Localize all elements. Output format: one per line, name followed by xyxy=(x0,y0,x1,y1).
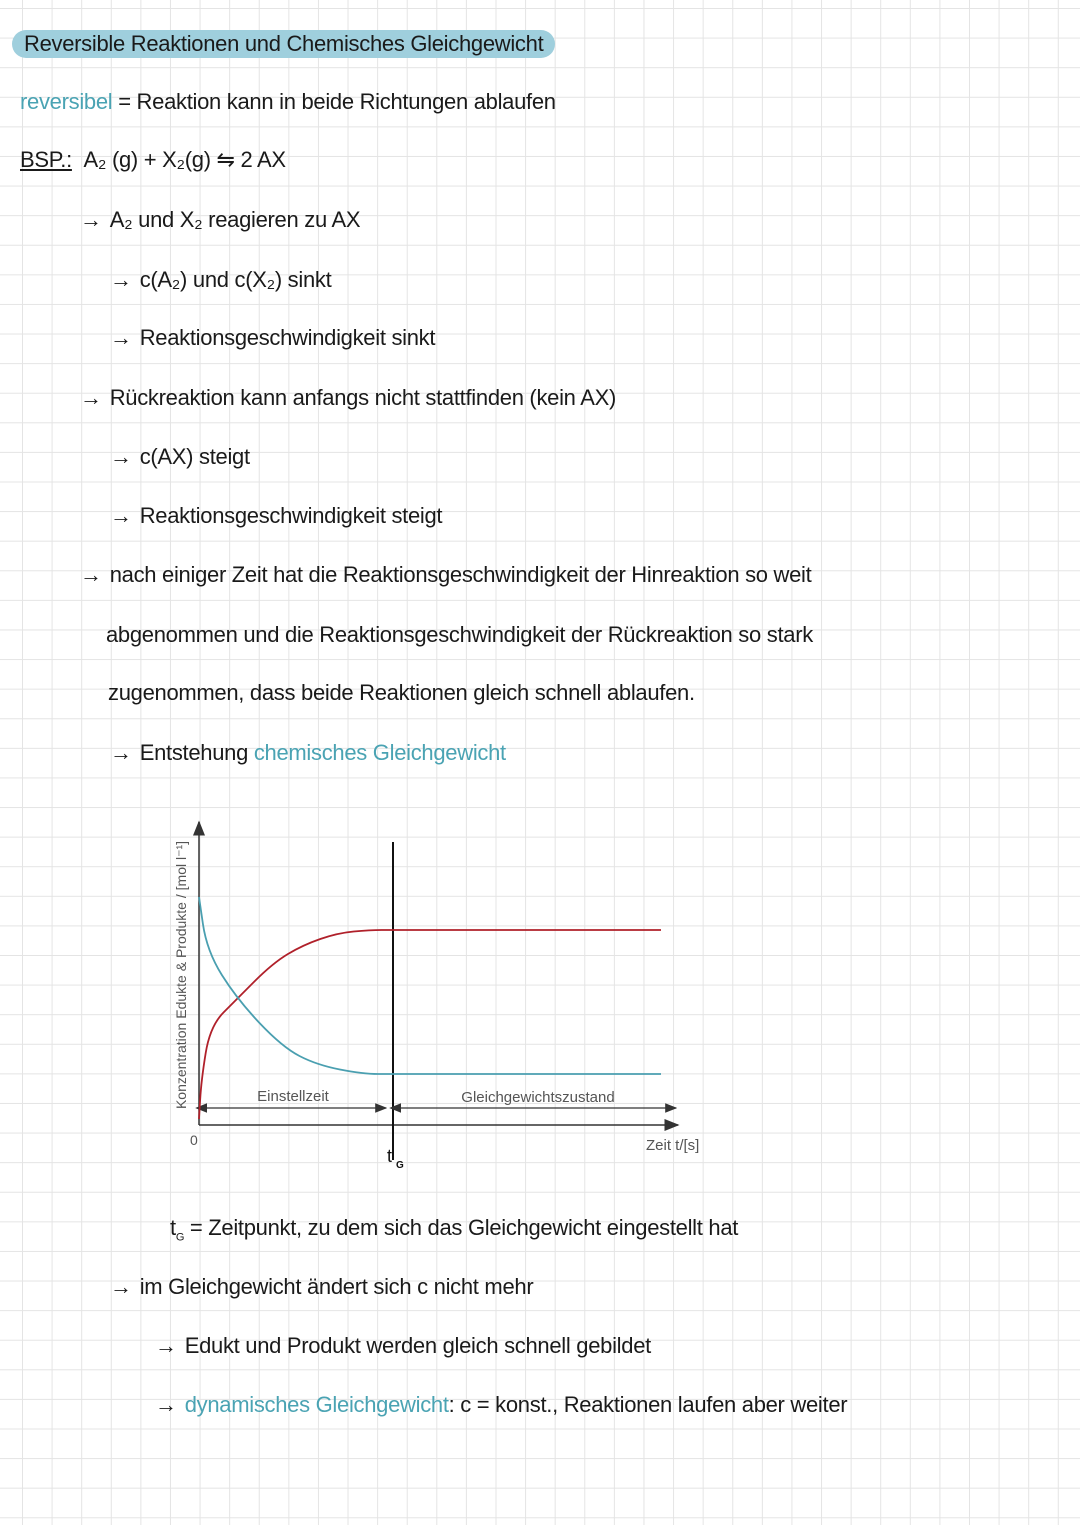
arrow-icon: → xyxy=(80,562,102,587)
dynamic-note xyxy=(155,1391,847,1419)
y-axis-label: Konzentration Edukte & Produkte / [mol l⁻¹] xyxy=(173,840,189,1110)
gleichgewichtszustand-label: Gleichgewichtszustand xyxy=(461,1089,615,1106)
note xyxy=(110,1273,533,1301)
highlight-term: chemisches Gleichgewicht xyxy=(253,740,506,765)
arrow-icon: → xyxy=(110,740,132,765)
note-text: Reaktionsgeschwindigkeit sinkt xyxy=(139,325,436,350)
tg-label: t xyxy=(387,1146,393,1166)
note-text: nach einiger Zeit hat die Reaktionsgeschwindigkeit der Hinreaktion so weit xyxy=(109,562,812,587)
note-text: im Gleichgewicht ändert sich c nicht mehr xyxy=(139,1274,534,1299)
arrow-icon: → xyxy=(110,325,132,350)
definition-term: reversibel xyxy=(20,89,113,114)
tg-definition xyxy=(170,1214,738,1251)
arrow-icon: → xyxy=(110,444,132,469)
tg-symbol: t xyxy=(170,1215,176,1240)
tg-sub: G xyxy=(175,1231,185,1244)
note-text: abgenommen und die Reaktionsgeschwindigkeit der Rückreaktion so stark xyxy=(106,622,813,647)
arrow-icon: → xyxy=(110,267,132,292)
note-text: c(AX) steigt xyxy=(139,444,250,469)
arrow-icon: → xyxy=(155,1392,177,1417)
note-text: Reaktionsgeschwindigkeit steigt xyxy=(139,503,443,528)
note-text: Edukt und Produkt werden gleich schnell gebildet xyxy=(184,1333,651,1358)
note xyxy=(155,1332,651,1360)
highlight-term: dynamisches Gleichgewicht xyxy=(184,1392,449,1417)
x-axis-label: Zeit t/[s] xyxy=(646,1137,700,1154)
origin-label: 0 xyxy=(190,1132,198,1148)
note-text: c(A₂) und c(X₂) sinkt xyxy=(139,267,332,292)
note-text: Rückreaktion kann anfangs nicht stattfinden (kein AX) xyxy=(109,385,616,410)
tg-text: = Zeitpunkt, zu dem sich das Gleichgewicht eingestellt hat xyxy=(189,1215,739,1240)
note-text: zugenommen, dass beide Reaktionen gleich schnell ablaufen. xyxy=(108,680,695,705)
arrow-icon: → xyxy=(80,207,102,232)
note-text: : c = konst., Reaktionen laufen aber weiter xyxy=(448,1392,848,1417)
tg-subscript: G xyxy=(396,1160,404,1171)
page-title: Reversible Reaktionen und Chemisches Gleichgewicht xyxy=(12,30,555,58)
example-equation: A₂ (g) + X₂(g) ⇋ 2 AX xyxy=(83,147,286,172)
series-line-edukte xyxy=(199,897,661,1074)
arrow-icon: → xyxy=(155,1333,177,1358)
einstellzeit-label: Einstellzeit xyxy=(257,1088,329,1105)
arrow-icon: → xyxy=(110,503,132,528)
example-label: BSP.: xyxy=(20,147,72,172)
arrow-icon: → xyxy=(80,385,102,410)
note-text: Entstehung xyxy=(139,740,249,765)
note-text: A₂ und X₂ reagieren zu AX xyxy=(109,207,361,232)
arrow-icon: → xyxy=(110,1274,132,1299)
definition-text: = Reaktion kann in beide Richtungen ablaufen xyxy=(118,89,556,114)
